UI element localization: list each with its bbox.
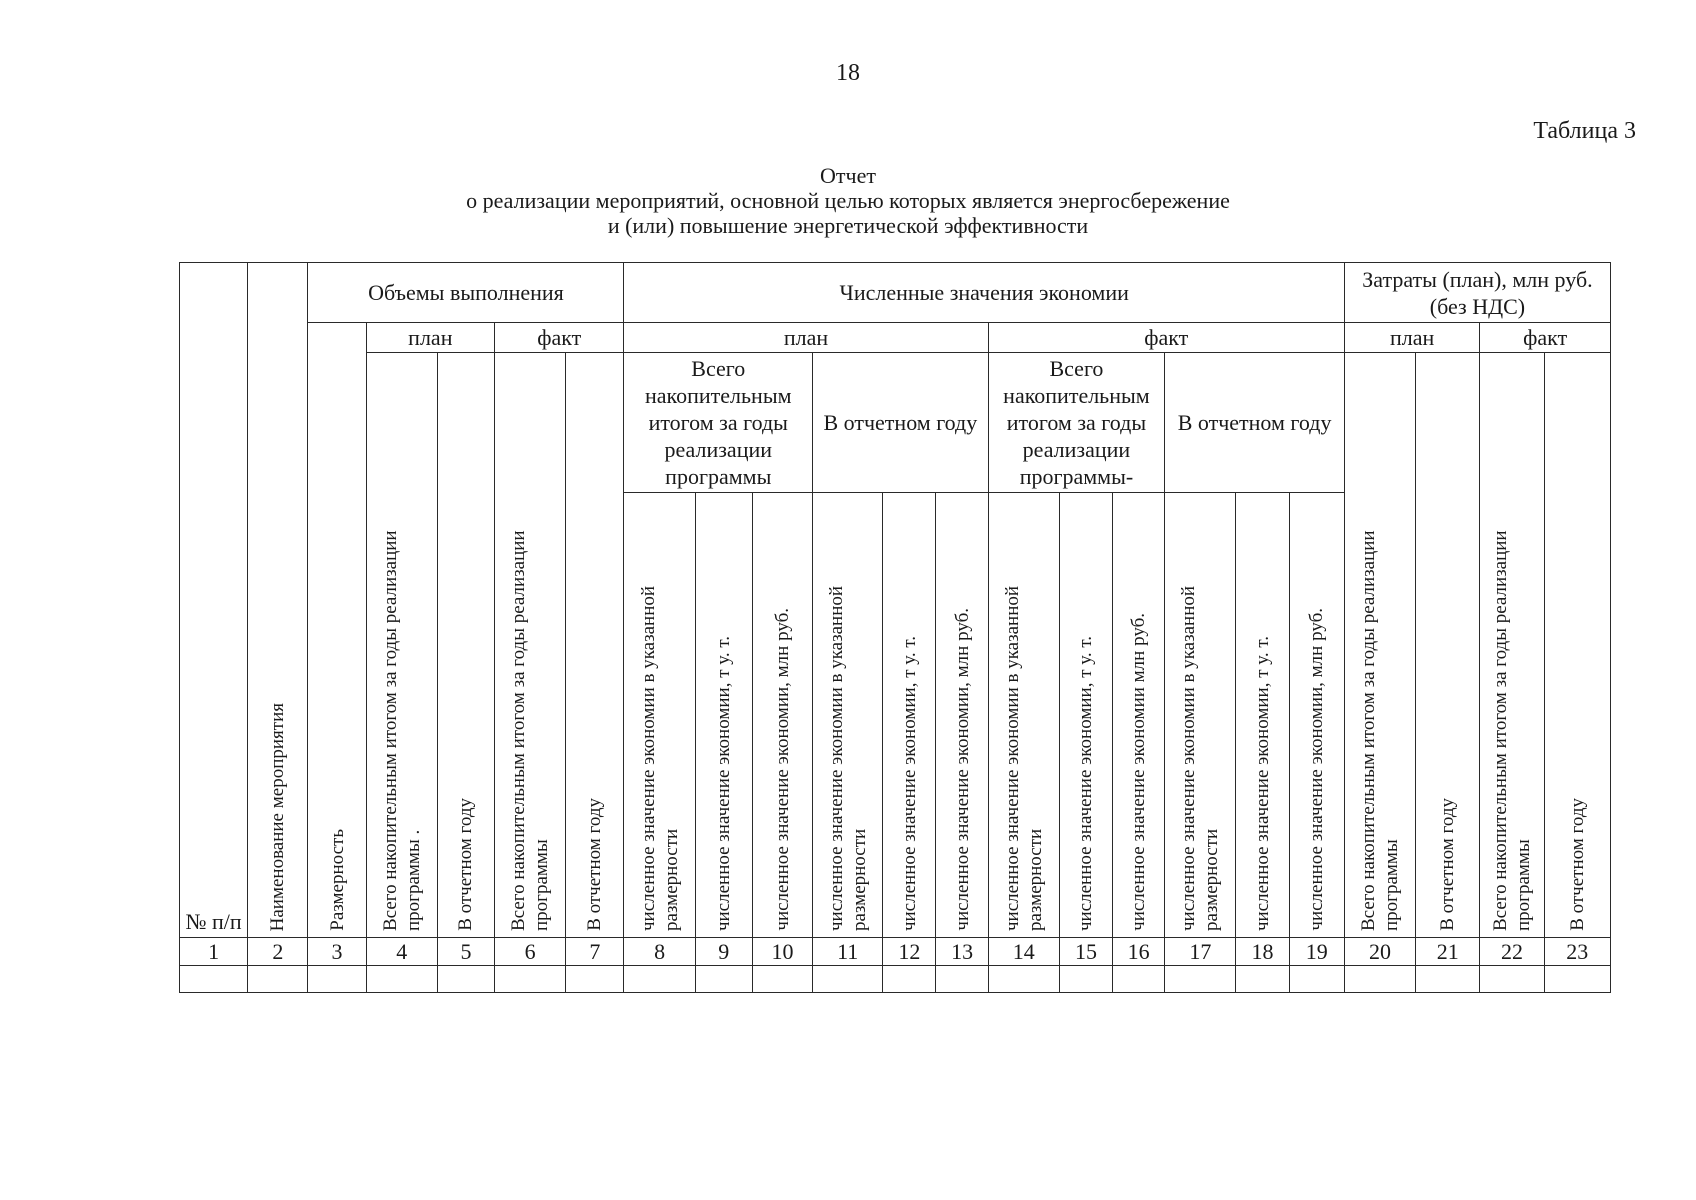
column-number: 17 bbox=[1165, 938, 1236, 966]
table-label: Таблица 3 bbox=[1533, 118, 1636, 144]
empty-cell bbox=[752, 966, 812, 993]
header-col-11: численное значение экономии в указанной размерности bbox=[813, 493, 883, 938]
column-number: 23 bbox=[1544, 938, 1610, 966]
empty-cell bbox=[1416, 966, 1480, 993]
header-col-3: Размерность bbox=[308, 323, 366, 938]
column-number: 8 bbox=[624, 938, 695, 966]
header-col-23: В отчетном году bbox=[1544, 353, 1610, 938]
costs-fact: факт bbox=[1480, 323, 1611, 353]
empty-cell bbox=[936, 966, 988, 993]
header-col-18: численное значение экономии, т у. т. bbox=[1236, 493, 1289, 938]
header-col-19: численное значение экономии, млн руб. bbox=[1289, 493, 1344, 938]
savings-fact-year: В отчетном году bbox=[1165, 353, 1345, 493]
header-col-22: Всего накопительным итогом за годы реализации программы bbox=[1480, 353, 1544, 938]
empty-cell bbox=[495, 966, 566, 993]
empty-cell bbox=[1480, 966, 1544, 993]
header-col-13: численное значение экономии, млн руб. bbox=[936, 493, 988, 938]
header-number: № п/п bbox=[180, 263, 248, 938]
title-line-1: Отчет bbox=[820, 163, 876, 188]
column-number: 2 bbox=[248, 938, 308, 966]
header-col-16: численное значение экономии млн руб. bbox=[1113, 493, 1165, 938]
report-title bbox=[0, 163, 1696, 238]
header-col-4: Всего накопительным итогом за годы реализации программы . bbox=[366, 353, 437, 938]
savings-fact: факт bbox=[988, 323, 1344, 353]
header-col-21: В отчетном году bbox=[1416, 353, 1480, 938]
column-number: 20 bbox=[1344, 938, 1415, 966]
savings-fact-total: Всего накопительным итогом за годы реализации программы- bbox=[988, 353, 1165, 493]
column-number: 5 bbox=[437, 938, 494, 966]
empty-cell bbox=[1544, 966, 1610, 993]
column-number: 19 bbox=[1289, 938, 1344, 966]
empty-data-row bbox=[180, 966, 1611, 993]
header-col-14: численное значение экономии в указанной размерности bbox=[988, 493, 1059, 938]
empty-cell bbox=[366, 966, 437, 993]
empty-cell bbox=[1344, 966, 1415, 993]
header-col-20: Всего накопительным итогом за годы реализации программы bbox=[1344, 353, 1415, 938]
title-line-2: о реализации мероприятий, основной целью которых является энергосбережение bbox=[466, 188, 1230, 213]
column-number: 7 bbox=[566, 938, 624, 966]
empty-cell bbox=[988, 966, 1059, 993]
column-number: 9 bbox=[695, 938, 752, 966]
column-number: 12 bbox=[883, 938, 936, 966]
column-number: 13 bbox=[936, 938, 988, 966]
savings-plan-total: Всего накопительным итогом за годы реализации программы bbox=[624, 353, 813, 493]
column-number: 10 bbox=[752, 938, 812, 966]
empty-cell bbox=[1059, 966, 1112, 993]
column-number: 11 bbox=[813, 938, 883, 966]
volumes-plan: план bbox=[366, 323, 494, 353]
empty-cell bbox=[1289, 966, 1344, 993]
empty-cell bbox=[1165, 966, 1236, 993]
empty-cell bbox=[248, 966, 308, 993]
empty-cell bbox=[180, 966, 248, 993]
column-number-row bbox=[180, 938, 1611, 966]
column-number: 14 bbox=[988, 938, 1059, 966]
column-number: 16 bbox=[1113, 938, 1165, 966]
header-col-15: численное значение экономии, т у. т. bbox=[1059, 493, 1112, 938]
empty-cell bbox=[883, 966, 936, 993]
header-col-5: В отчетном году bbox=[437, 353, 494, 938]
header-col-17: численное значение экономии в указанной размерности bbox=[1165, 493, 1236, 938]
header-col-8: численное значение экономии в указанной размерности bbox=[624, 493, 695, 938]
title-line-3: и (или) повышение энергетической эффективности bbox=[607, 213, 1089, 238]
column-number: 22 bbox=[1480, 938, 1544, 966]
header-col-12: численное значение экономии, т у. т. bbox=[883, 493, 936, 938]
page-number: 18 bbox=[836, 60, 860, 86]
column-number: 3 bbox=[308, 938, 366, 966]
header-col-6: Всего накопительным итогом за годы реализации программы bbox=[495, 353, 566, 938]
column-number: 18 bbox=[1236, 938, 1289, 966]
group-savings: Численные значения экономии bbox=[624, 263, 1344, 323]
header-col-2: Наименование мероприятия bbox=[248, 263, 308, 938]
column-number: 6 bbox=[495, 938, 566, 966]
column-number: 21 bbox=[1416, 938, 1480, 966]
empty-cell bbox=[566, 966, 624, 993]
group-volumes: Объемы выполнения bbox=[308, 263, 624, 323]
header-col-9: численное значение экономии, т у. т. bbox=[695, 493, 752, 938]
empty-cell bbox=[813, 966, 883, 993]
empty-cell bbox=[1113, 966, 1165, 993]
savings-plan: план bbox=[624, 323, 988, 353]
savings-plan-year: В отчетном году bbox=[813, 353, 989, 493]
costs-plan: план bbox=[1344, 323, 1479, 353]
volumes-fact: факт bbox=[495, 323, 624, 353]
header-col-7: В отчетном году bbox=[566, 353, 624, 938]
column-number: 4 bbox=[366, 938, 437, 966]
column-number: 15 bbox=[1059, 938, 1112, 966]
empty-cell bbox=[437, 966, 494, 993]
empty-cell bbox=[1236, 966, 1289, 993]
column-number: 1 bbox=[180, 938, 248, 966]
empty-cell bbox=[308, 966, 366, 993]
group-costs: Затраты (план), млн руб. (без НДС) bbox=[1344, 263, 1610, 323]
empty-cell bbox=[695, 966, 752, 993]
header-col-10: численное значение экономии, млн руб. bbox=[752, 493, 812, 938]
report-table bbox=[179, 262, 1611, 993]
empty-cell bbox=[624, 966, 695, 993]
